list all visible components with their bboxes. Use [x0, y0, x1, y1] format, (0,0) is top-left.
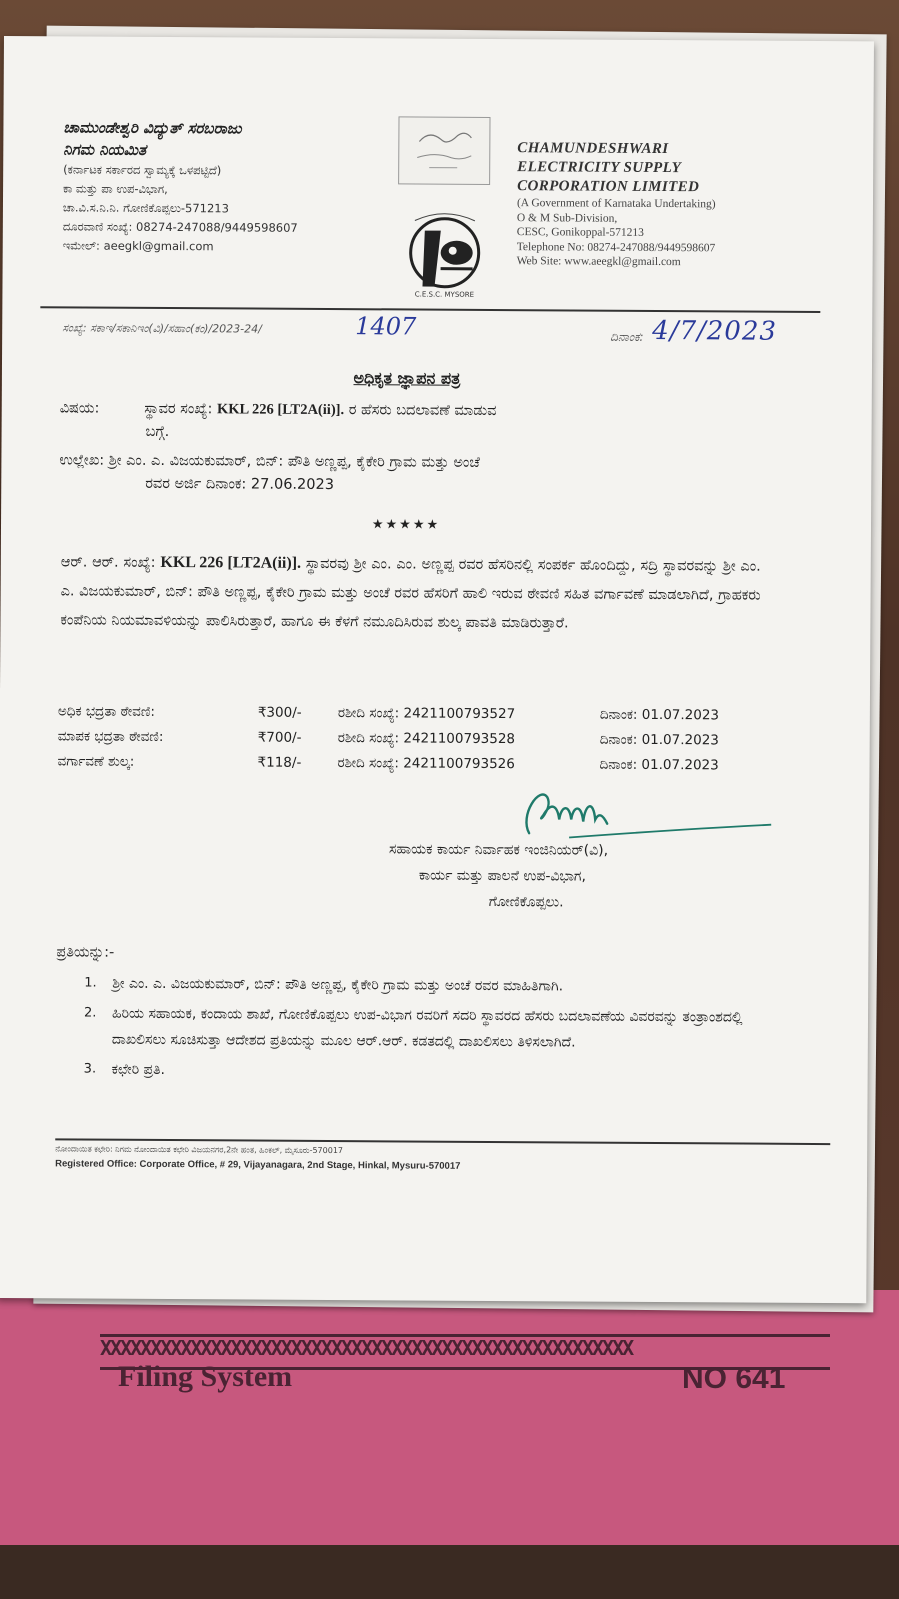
registry-stamp	[398, 116, 490, 185]
header-kannada	[63, 116, 394, 257]
fee-amount: ₹300/-	[257, 704, 302, 721]
letter-sheet	[0, 36, 874, 1303]
document-title: ಅಧಿಕೃತ ಜ್ಞಾಪನ ಪತ್ರ	[353, 368, 461, 388]
date-handwritten: 4/7/2023	[652, 315, 778, 347]
cesc-logo	[400, 206, 489, 299]
fee-row	[58, 750, 758, 776]
list-item-number: 1.	[84, 975, 97, 991]
list-item-text: ಹಿರಿಯ ಸಹಾಯಕ, ಕಂದಾಯ ಶಾಖೆ, ಗೋಣಿಕೊಪ್ಪಲು ಉಪ-ವಿಭಾಗ ರವರಿಗೆ ಸದರಿ ಸ್ಥಾವರದ ಹೆಸರು ಬದಲಾವಣೆಯ ವಿವರವನ್ನು ತಂತ್ರಾಂಶದಲ್ಲಿ ದಾಖಲಿಸಲು ಸೂಚಿಸುತ್ತಾ ಆದೇಶದ ಪ್ರತಿಯನ್ನು ಮೂಲ ಆರ್.ಆರ್. ಕಡತದಲ್ಲಿ ದಾಖಲಿಸಲು ತಿಳಿಸಲಾಗಿದೆ.	[111, 1005, 743, 1051]
reference-line-label: ಉಲ್ಲೇಖ:	[59, 452, 105, 469]
list-item	[84, 1057, 764, 1087]
separator-stars: ★★★★★	[371, 517, 441, 533]
copies-list	[84, 971, 765, 1091]
reference-block	[59, 449, 779, 499]
fee-row	[58, 725, 758, 751]
header-kn-line: ದೂರವಾಣಿ ಸಂಖ್ಯೆ: 08274-247088/9449598607	[62, 219, 298, 235]
body-code: KKL 226 [LT2A(ii)].	[160, 553, 302, 572]
list-item	[84, 971, 764, 1001]
body-prefix: ಆರ್. ಆರ್. ಸಂಖ್ಯೆ:	[60, 554, 156, 571]
org-name-en-2: ELECTRICITY SUPPLY	[517, 159, 682, 177]
signatory-designation: ಸಹಾಯಕ ಕಾರ್ಯ ನಿರ್ವಾಹಕ ಇಂಜಿನಿಯರ್(ವಿ),	[388, 841, 609, 859]
folder-pattern-band: XXXXXXXXXXXXXXXXXXXXXXXXXXXXXXXXXXXXXXXXXXXXXXXXXXXXX	[100, 1334, 830, 1370]
header-en-line: (A Government of Karnataka Undertaking)	[516, 197, 716, 211]
fee-label: ವರ್ಗಾವಣೆ ಶುಲ್ಕ:	[57, 753, 135, 770]
org-name-en-1: CHAMUNDESHWARI	[517, 140, 669, 158]
fee-date: ದಿನಾಂಕ: 01.07.2023	[599, 756, 719, 774]
fee-date: ದಿನಾಂಕ: 01.07.2023	[599, 731, 719, 749]
list-item-number: 2.	[83, 1005, 97, 1021]
file-folder	[0, 1290, 899, 1550]
header-en-phone: Telephone No: 08274-247088/9449598607	[516, 240, 716, 254]
org-name-kn-1: ಚಾಮುಂಡೇಶ್ವರಿ ವಿದ್ಯುತ್ ಸರಬರಾಜು	[63, 118, 242, 138]
subject-block	[60, 397, 760, 447]
fee-row	[58, 700, 758, 726]
list-item-text: ಶ್ರೀ ಎಂ. ಎ. ವಿಜಯಕುಮಾರ್, ಬಿನ್: ಪೌತಿ ಅಣ್ಣಪ್ಪ, ಕೈಕೇರಿ ಗ್ರಾಮ ಮತ್ತು ಅಂಚೆ ರವರ ಮಾಹಿತಿಗಾಗಿ.	[112, 975, 564, 995]
fee-receipt: ರಶೀದಿ ಸಂಖ್ಯೆ: 2421100793528	[337, 730, 516, 748]
subject-line-2: ಬಗ್ಗೆ.	[145, 423, 170, 441]
header-en-line: O & M Sub-Division,	[516, 211, 618, 225]
reference-line-text: ಶ್ರೀ ಎಂ. ಎ. ವಿಜಯಕುಮಾರ್, ಬಿನ್: ಪೌತಿ ಅಣ್ಣಪ್ಪ, ಕೈಕೇರಿ ಗ್ರಾಮ ಮತ್ತು ಅಂಚೆ	[108, 452, 480, 471]
logo-caption: C.E.S.C. MYSORE	[414, 290, 475, 299]
signatory-place: ಗೋಣಿಕೊಪ್ಪಲು.	[488, 893, 564, 911]
body-paragraph	[60, 547, 761, 639]
date-label: ದಿನಾಂಕ:	[610, 329, 644, 344]
stamp-scribble-icon	[399, 117, 489, 184]
reference-label: ಸಂಖ್ಯೆ: ಸಕಾಇ/ಸಕಾನಿಇಂ(ವಿ)/ಸಹಾಂ(ಕಂ)/2023-24/	[62, 321, 262, 336]
header-divider	[40, 306, 820, 313]
fee-amount: ₹700/-	[257, 729, 302, 746]
org-name-kn-2: ನಿಗಮ ನಿಯಮಿತ	[63, 140, 147, 159]
body-text: ಸ್ಥಾವರವು ಶ್ರೀ ಎಂ. ಎಂ. ಅಣ್ಣಪ್ಪ ರವರ ಹೆಸರಿನಲ್ಲಿ ಸಂಪರ್ಕ ಹೊಂದಿದ್ದು, ಸದ್ರಿ ಸ್ಥಾವರವನ್ನು ಶ್ರೀ ಎಂ. ಎ. ವಿಜಯಕುಮಾರ್, ಬಿನ್: ಪೌತಿ ಅಣ್ಣಪ್ಪ, ಕೈಕೇರಿ ಗ್ರಾಮ ಮತ್ತು ಅಂಚೆ ರವರ ಹೆಸರಿಗೆ ಹಾಲಿ ಇರುವ ಠೇವಣಿ ಸಹಿತ ವರ್ಗಾವಣೆ ಮಾಡಲಾಗಿದೆ, ಗ್ರಾಹಕರು ಕಂಪೆನಿಯ ನಿಯಮಾವಳಿಯನ್ನು ಪಾಲಿಸಿರುತ್ತಾರೆ, ಹಾಗೂ ಈ ಕೆಳಗೆ ನಮೂದಿಸಿರುವ ಶುಲ್ಕ ಪಾವತಿ ಮಾಡಿರುತ್ತಾರೆ.	[60, 555, 761, 632]
reference-line-2: ರವರ ಅರ್ಜಿ ದಿನಾಂಕ: 27.06.2023	[145, 475, 335, 494]
list-item	[84, 1001, 764, 1057]
list-item-text: ಕಛೇರಿ ಪ್ರತಿ.	[111, 1061, 166, 1079]
fee-receipt: ರಶೀದಿ ಸಂಖ್ಯೆ: 2421100793527	[337, 705, 516, 723]
subject-text-after: ರ ಹೆಸರು ಬದಲಾವಣೆ ಮಾಡುವ	[348, 402, 497, 420]
table-edge	[0, 1545, 899, 1599]
list-item-number: 3.	[83, 1061, 97, 1077]
header-english	[517, 139, 818, 270]
subject-label: ವಿಷಯ:	[59, 400, 100, 417]
header-kn-line: (ಕರ್ನಾಟಕ ಸರ್ಕಾರದ ಸ್ವಾಮ್ಯಕ್ಕೆ ಒಳಪಟ್ಟಿದೆ)	[63, 162, 222, 178]
signatory-office: ಕಾರ್ಯ ಮತ್ತು ಪಾಲನೆ ಉಪ-ವಿಭಾಗ,	[418, 867, 587, 885]
subject-code: KKL 226 [LT2A(ii)].	[216, 401, 345, 419]
fee-receipt: ರಶೀದಿ ಸಂಖ್ಯೆ: 2421100793526	[337, 755, 515, 773]
folder-number: NO 641	[682, 1362, 786, 1395]
fee-date: ದಿನಾಂಕ: 01.07.2023	[599, 706, 720, 724]
signatory-block	[389, 836, 789, 916]
header-kn-email: ಇಮೇಲ್: aeegkl@gmail.com	[62, 238, 214, 254]
header-en-web: Web Site: www.aeegkl@gmail.com	[516, 255, 681, 269]
subject-text-before: ಸ್ಥಾವರ ಸಂಖ್ಯೆ:	[144, 400, 213, 418]
folder-title: Filing System	[118, 1360, 293, 1393]
org-name-en-3: CORPORATION LIMITED	[517, 178, 700, 196]
header-kn-line: ಕಾ ಮತ್ತು ಪಾ ಉಪ-ವಿಭಾಗ,	[63, 181, 168, 197]
footer-kannada: ನೋಂದಾಯಿತ ಕಛೇರಿ: ನಿಗಮ ನೋಂದಾಯಿತ ಕಛೇರಿ ವಿಜಯನಗರ,2ನೇ ಹಂತ, ಹಿಂಕಲ್, ಮೈಸೂರು-570017	[55, 1144, 344, 1156]
fee-label: ಮಾಪಕ ಭದ್ರತಾ ಠೇವಣಿ:	[57, 728, 164, 745]
header-kn-line: ಚಾ.ವಿ.ಸ.ನಿ.ನಿ. ಗೋಣಿಕೊಪ್ಪಲು-571213	[62, 200, 230, 216]
fee-amount: ₹118/-	[257, 754, 302, 771]
reference-number-handwritten: 1407	[355, 312, 417, 341]
footer-english: Registered Office: Corporate Office, # 29, Vijayanagara, 2nd Stage, Hinkal, Mysuru-570017	[55, 1158, 461, 1172]
header-en-line: CESC, Gonikoppal-571213	[516, 226, 644, 239]
copies-title: ಪ್ರತಿಯನ್ನು:-	[56, 944, 115, 961]
fee-label: ಅಧಿಕ ಭದ್ರತಾ ಠೇವಣಿ:	[57, 703, 156, 720]
